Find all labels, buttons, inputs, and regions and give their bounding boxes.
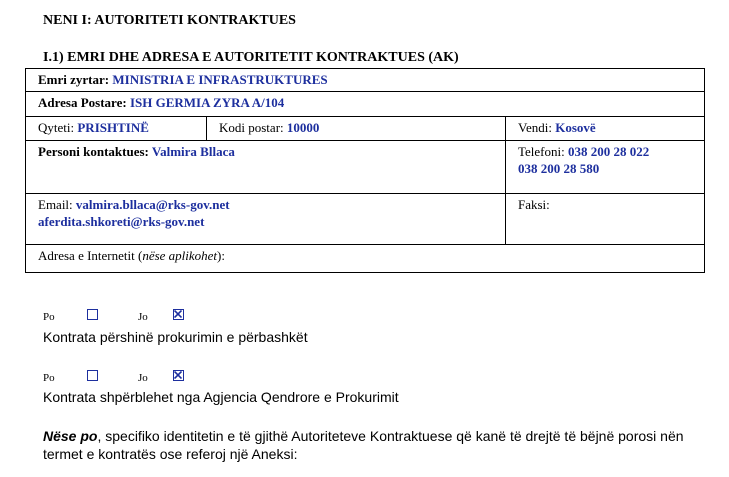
phone-value-1: 038 200 28 022 — [568, 144, 650, 159]
question-2-options — [43, 372, 243, 386]
q1-yes-label: Po — [43, 311, 55, 323]
subsection-title: I.1) EMRI DHE ADRESA E AUTORITETIT KONTRAKTUES (AK) — [43, 50, 459, 65]
paragraph-rest: , specifiko identitetin e të gjithë Autoriteteve Kontraktuese që kanë të drejtë të bëjnë porosi nën termet e kontratës ose referoj një Aneksi: — [43, 428, 684, 462]
question-1-options — [43, 311, 243, 325]
question-1-text: Kontrata përshinë prokurimin e përbashkët — [43, 329, 308, 345]
contact-value: Valmira Bllaca — [151, 144, 235, 159]
section-title: NENI I: AUTORITETI KONTRAKTUES — [43, 13, 296, 28]
city-cell — [26, 117, 207, 141]
q1-yes-checkbox[interactable] — [87, 309, 98, 320]
official-name-value: MINISTRIA E INFRASTRUKTURES — [112, 72, 328, 87]
email-cell — [26, 194, 506, 245]
q2-yes-label: Po — [43, 372, 55, 384]
q2-no-label: Jo — [138, 372, 148, 384]
official-name-cell: Emri zyrtar: MINISTRIA E INFRASTRUKTURES — [26, 69, 705, 92]
postal-address-cell: Adresa Postare: ISH GERMIA ZYRA A/104 — [26, 92, 705, 117]
city-value: PRISHTINË — [77, 120, 149, 135]
email-label: Email: — [38, 197, 73, 212]
paragraph-lead: Nëse po — [43, 428, 98, 444]
contracting-authority-table — [25, 68, 705, 273]
postal-code-cell — [207, 117, 506, 141]
city-label: Qyteti: — [38, 120, 75, 135]
q2-no-checkbox[interactable] — [173, 370, 184, 381]
internet-suffix: ): — [217, 248, 225, 263]
specify-paragraph — [43, 427, 703, 463]
question-2-text: Kontrata shpërblehet nga Agjencia Qendrore e Prokurimit — [43, 389, 399, 405]
fax-cell — [506, 194, 705, 245]
phone-label: Telefoni: — [518, 144, 565, 159]
q1-no-checkbox[interactable] — [173, 309, 184, 320]
internet-label: Adresa e Internetit ( — [38, 248, 143, 263]
official-name-label: Emri zyrtar — [38, 72, 105, 87]
country-label: Vendi: — [518, 120, 552, 135]
internet-note: nëse aplikohet — [142, 248, 218, 263]
postal-code-label: Kodi postar: — [219, 120, 284, 135]
country-value: Kosovë — [555, 120, 596, 135]
phone-cell — [506, 141, 705, 194]
check-x-icon — [174, 371, 182, 379]
phone-value-2: 038 200 28 580 — [518, 161, 600, 176]
check-x-icon — [174, 310, 182, 318]
internet-address-cell — [26, 245, 705, 273]
q1-no-label: Jo — [138, 311, 148, 323]
email-value-2: aferdita.shkoreti@rks-gov.net — [38, 214, 205, 229]
postal-address-value: ISH GERMIA ZYRA A/104 — [129, 95, 285, 110]
contact-person-cell: Personi kontaktues: Valmira Bllaca — [26, 141, 506, 194]
q2-yes-checkbox[interactable] — [87, 370, 98, 381]
postal-address-label: Adresa Postare — [38, 95, 123, 110]
email-value-1: valmira.bllaca@rks-gov.net — [75, 197, 230, 212]
postal-code-value: 10000 — [286, 120, 320, 135]
contact-label: Personi kontaktues — [38, 144, 145, 159]
fax-label: Faksi: — [518, 197, 550, 212]
country-cell — [506, 117, 705, 141]
